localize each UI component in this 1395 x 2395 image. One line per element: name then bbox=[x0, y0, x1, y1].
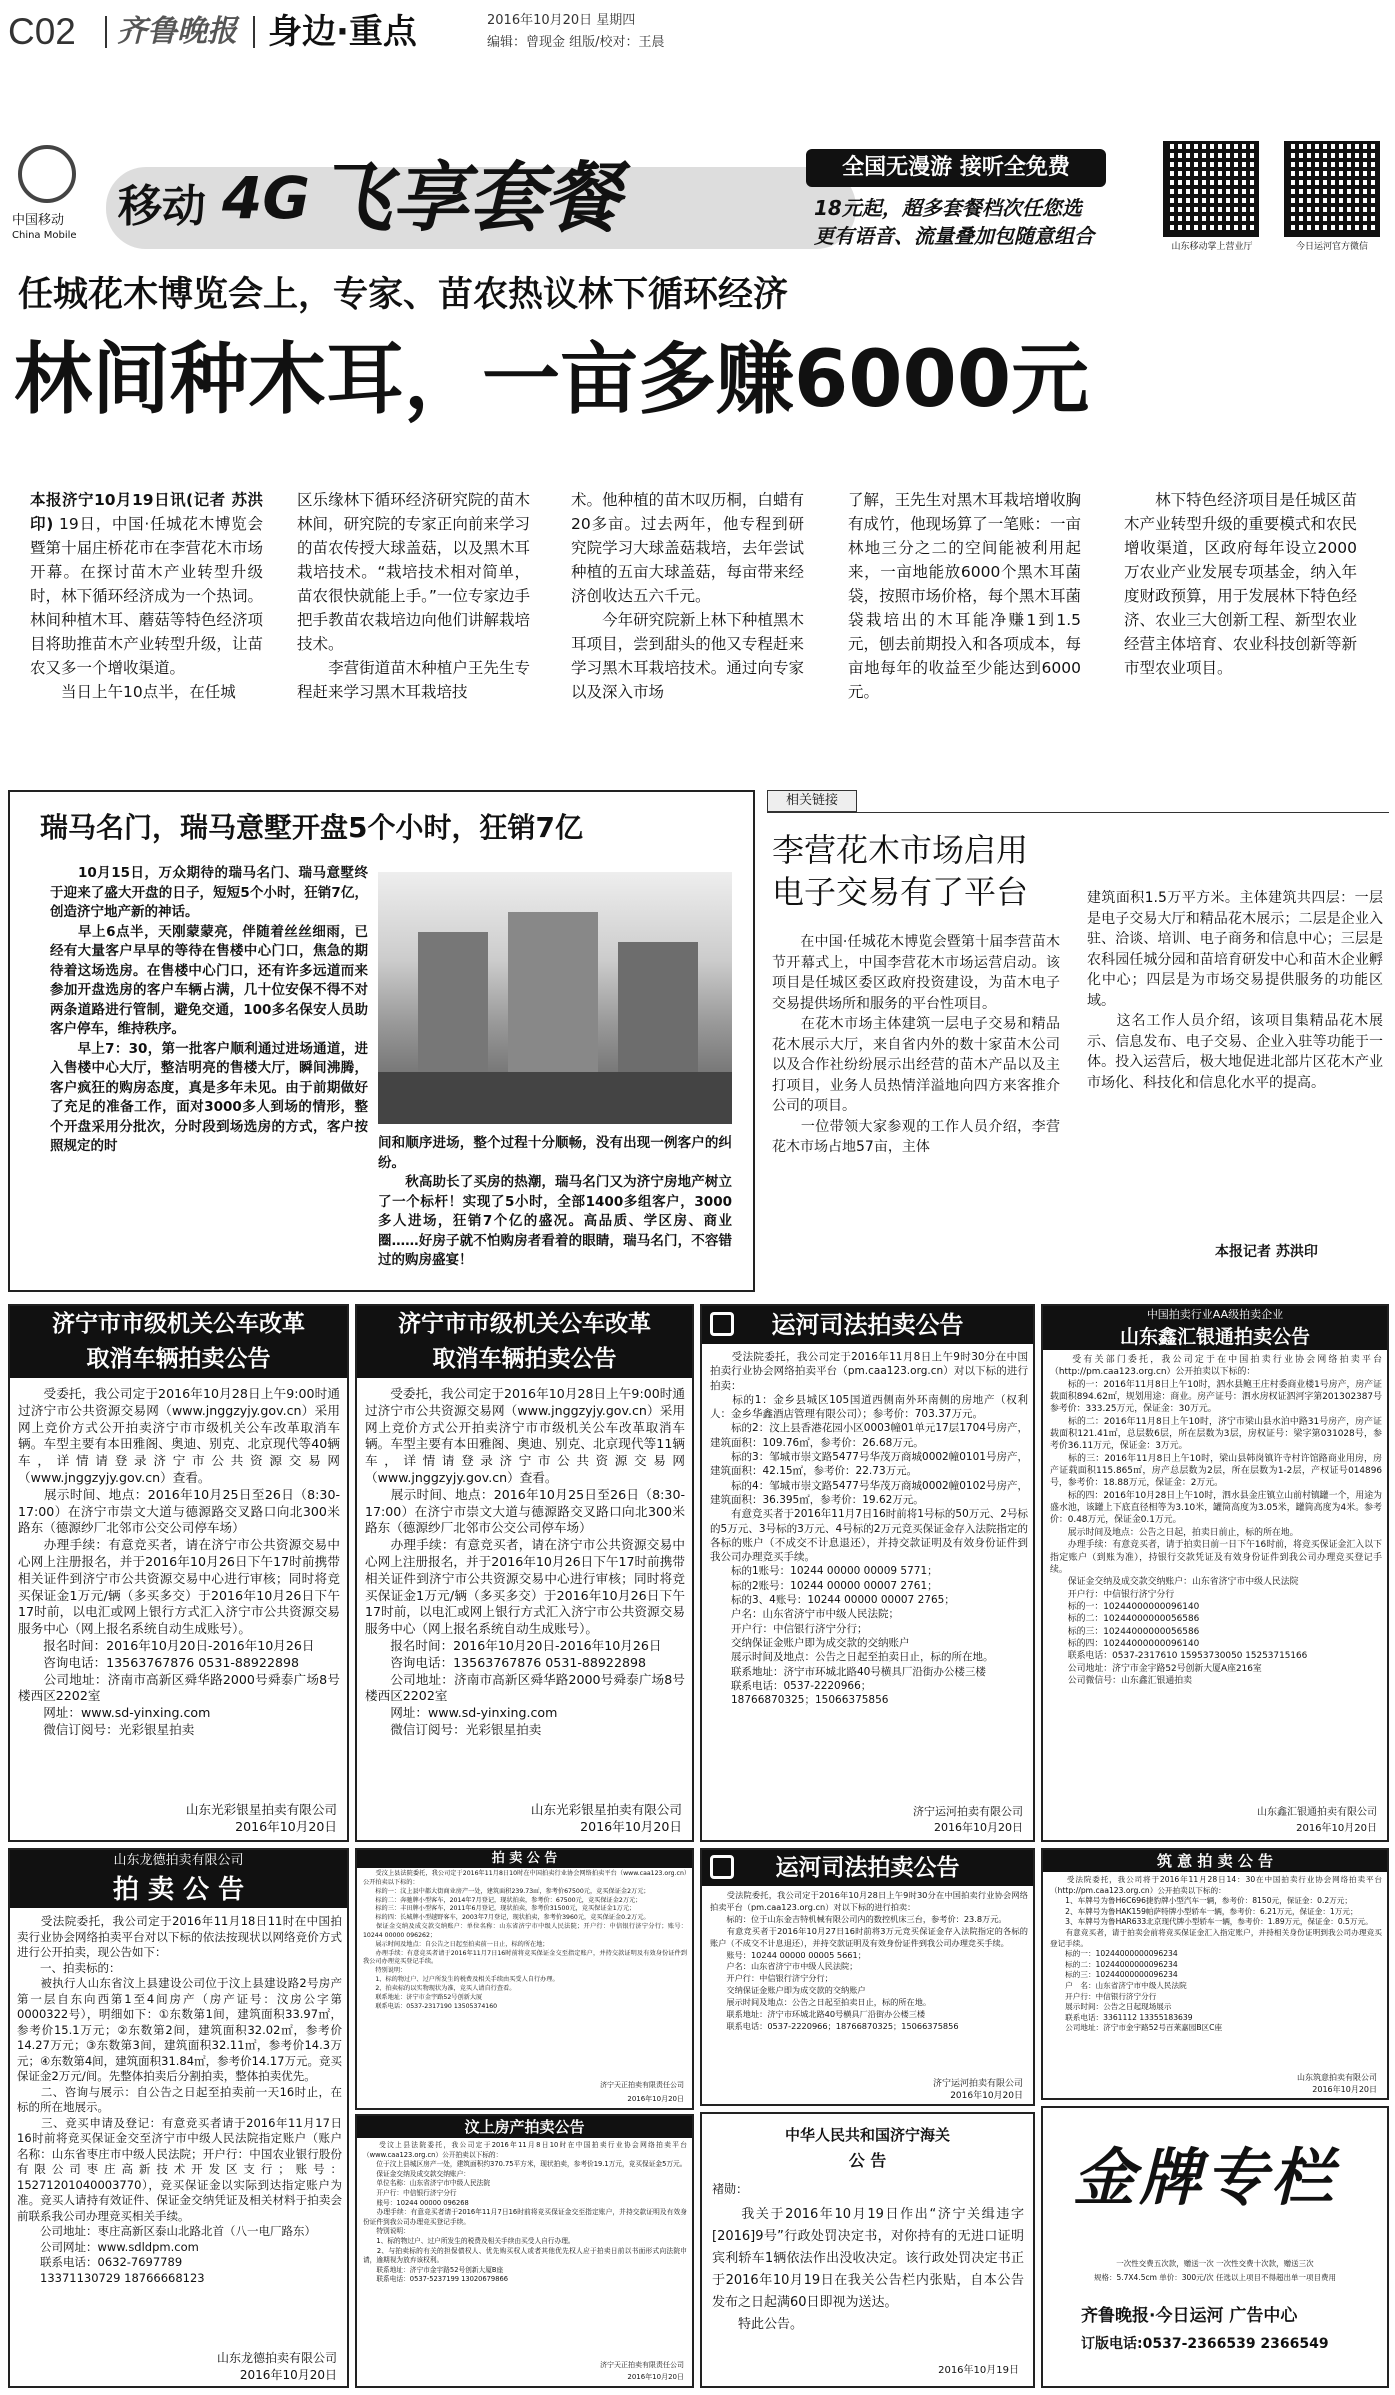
notice-date: 2016年10月20日 bbox=[627, 2373, 684, 2381]
notice-body: 受法院委托，我公司将于2016年11月28日14：30在中国拍卖行业协会网络拍卖平台（http://pm.caa123.org.cn）公开拍卖以下标的： 1、车牌号为鲁H6C696捷豹牌小型汽车一辆，参考价：8150元，保证金：0.2万元； 2、车牌号为鲁HAK159帕萨特牌小型轿车一辆，参考价：6.21万元，保证金：1万元； 3、车牌号为鲁HAR633北京现代牌小型轿车一辆，参考价：1.89万元，保证金：0.5万元。 有意竞买者，请于拍卖会前将竞买保证金汇入指定账户，并持相关身份证明到我公司办理竞买登记手续。 标的一：10244000000096234 标的二：10244000000096234 标的三：10244000000096234 户 名：山东省济宁市中级人民法院 开户行：中信银行济宁分行 展示时间：公告之日起现场展示 联系电话：3361112 13355183639 公司地址：济宁市金宇路52号百莱嘉园B区C座 bbox=[1050, 1875, 1382, 2033]
car-auction-notice-2 bbox=[355, 1304, 694, 1842]
xinhui-auction-notice bbox=[1041, 1304, 1389, 1842]
notice-date: 2016年10月20日 bbox=[934, 1821, 1023, 1834]
tianzheng-auction-notice bbox=[355, 1848, 694, 2110]
auction-hammer-icon bbox=[710, 1312, 734, 1336]
qr-caption-2: 今日运河官方微信 bbox=[1295, 242, 1368, 252]
related-column-2: 建筑面积1.5万平方米。主体建筑共四层：一层是电子交易大厅和精品花木展示；二层是企业入驻、洽谈、培训、电子商务和信息中心；三层是农科园任城分园和苗培育研发中心和苗木企业孵化中心；四层是为市场交易提供服务的功能区域。 这名工作人员介绍，该项目集精品花木展示、信息发布、电子交易、企业入驻等功能于一体。投入运营后，极大地促进北部片区花木产业市场化、科技化和信息化水平的提高。 bbox=[1087, 890, 1383, 1091]
newspaper-logo: 齐鲁晚报 bbox=[117, 14, 237, 49]
notice-title: 拍 卖 公 告 bbox=[10, 1872, 347, 1908]
notice-subtitle: 中国拍卖行业AA级拍卖企业 bbox=[1043, 1306, 1387, 1324]
notice-date: 2016年10月20日 bbox=[1296, 1823, 1377, 1834]
related-tag: 相关链接 bbox=[767, 790, 857, 812]
notice-title: 汶上房产拍卖公告 bbox=[357, 2116, 692, 2138]
related-headline-1: 李营花木市场启用 bbox=[772, 831, 1029, 869]
notice-body: 受法院委托，我公司定于2016年11月8日上午9时30分在中国拍卖行业协会网络拍卖平台（pm.caa123.org.cn）对以下标的进行拍卖： 标的1：金乡县城区105国道西侧南外环南侧的房地产（权利人：金乡华鑫酒店管理有限公司）；参考价：703.37万元。 标的2：汶上县香港花园小区0003幢01单元17层1704号房产，建筑面积：109.76㎡，参考价：26.68万元。 标的3：邹城市崇文路5477号华茂万商城0002幢0101号房产，建筑面积：42.15㎡，参考价：22.73万元。 标的4：邹城市崇文路5477号华茂万商城0002幢0102号房产，建筑面积：36.395㎡，参考价：19.62万元。 有意竞买者于2016年11月7日16时前将1号标的50万元、2号标的5万元、3号标的3万元、4号标的2万元竞买保证金存入法院指定的各标的账户（不成交不计息退还），并持交款证明及有效身份证件到我公司办理竞买手续。 标的1账号：10244 00000 00009 5771； 标的2账号：10244 00000 00007 2761； 标的3、4账号：10244 00000 00007 2765； 户名：山东省济宁市中级人民法院； 开户行：中信银行济宁分行； 交纳保证金账户即为成交款的交纳账户 展示时间及地点：公告之日起至拍卖日止，标的所在地。 联系地址：济宁市环城北路40号横具厂沿街办公楼三楼 联系电话：0537-2220966； 18766870325；15066375856 bbox=[710, 1351, 1028, 1707]
notice-signer: 济宁运河拍卖有限公司 bbox=[932, 2079, 1023, 2089]
auction-hammer-icon bbox=[710, 1855, 734, 1879]
ruima-building-photo bbox=[378, 872, 732, 1124]
brand-name-cn: 中国移动 bbox=[12, 213, 65, 228]
notice-signer: 济宁运河拍卖有限公司 bbox=[913, 1805, 1023, 1818]
notice-body: 受法院委托，我公司定于2016年11月18日11时在中国拍卖行业协会网络拍卖平台对以下标的依法按现状以网络竞价方式进行公开拍卖，现公告如下： 一、拍卖标的： 被执行人山东省汶上县建设公司位于汶上县建设路2号房产第一层自东向西第1至4间房产（房产证号：汶房公字第0000322号），明细如下：①东数第1间，建筑面积33.97㎡，参考价15.1万元；②东数第2间，建筑面积32.02㎡，参考价14.27万元；③东数第3间，建筑面积32.11㎡，参考价14.3万元；④东数第4间，建筑面积31.84㎡，参考价14.17万元。竞买保证金2万元/间。先整体拍卖后分割拍卖，整体拍卖优先。 二、咨询与展示：自公告之日起至拍卖前一天16时止，在标的所在地展示。 三、竞买申请及登记：有意竞买者请于2016年11月17日16时前将竞买保证金交至济宁市中级人民法院指定账户（账户名称：山东省枣庄市中级人民法院；开户行：中国农业银行股份有限公司枣庄高新技术开发区支行；账号：15271201040003770），竞买保证金以实际到达指定账户为准。竞买人请持有效证件、保证金交纳凭证及相关材料于拍卖会前联系我公司办理竞买相关手续。 公司地址：枣庄高新区泰山北路北首（八一电厂路东） 公司网址：www.sdldpm.com 联系电话：0632-7697789 13371130729 18766668123 bbox=[17, 1914, 342, 2285]
notice-signer: 山东光彩银星拍卖有限公司 bbox=[530, 1802, 682, 1817]
jining-customs-notice bbox=[700, 2112, 1035, 2388]
car-auction-notice-1 bbox=[8, 1304, 349, 1842]
masthead bbox=[6, 6, 1389, 68]
related-link-box bbox=[767, 790, 1389, 1292]
notice-title-2: 取消车辆拍卖公告 bbox=[357, 1342, 692, 1378]
notice-title: 运河司法拍卖公告 bbox=[702, 1306, 1033, 1344]
notice-date: 2016年10月19日 bbox=[938, 2365, 1019, 2376]
ruima-advertorial bbox=[8, 790, 755, 1292]
related-column-1: 在中国·任城花木博览会暨第十届李营苗木节开幕式上，中国李营花木市场运营启动。该项目是任城区委区政府投资建设，为苗木电子交易提供场所和服务的平台性项目。 在花木市场主体建筑一层电子交易和精品花木展示大厅，来自省内外的数十家苗木公司以及合作社纷纷展示出经营的苗木产品以及主打项目，业务人员热情洋溢地向四方来客推介公司的项目。 一位带领大家参观的工作人员介绍，李营花木市场占地57亩，主体 bbox=[772, 934, 1060, 1155]
notice-title: 筑 意 拍 卖 公 告 bbox=[1043, 1850, 1387, 1872]
wenshang-property-auction bbox=[355, 2114, 694, 2388]
notice-body: 受法院委托，我公司定于2016年10月28日上午9时30分在中国拍卖行业协会网络拍卖平台（pm.caa123.org.cn）对以下标的进行拍卖： 标的：位于山东金吉特机械有限公司内的数控机床三台，参考价：23.8万元。 有意竞买者于2016年10月27日16时前将3万元竞买保证金存入法院指定的各标的账户（不成交不计息退还），并持交款证明及有效身份证件到我公司办理竞买手续。 账号：10244 00000 00005 5661； 户名：山东省济宁市中级人民法院； 开户行：中信银行济宁分行； 交纳保证金账户即为成交款的交纳账户 展示时间及地点：公告之日起至拍卖日止，标的所在地。 联系地址：济宁市环城北路40号横具厂沿街办公楼三楼 联系电话：0537-2220966；18766870325；15066375856 bbox=[710, 1890, 1028, 2031]
notice-date: 2016年10月20日 bbox=[627, 2095, 684, 2103]
gold-column-ad bbox=[1041, 2106, 1389, 2388]
gold-column-title: 金牌专栏 bbox=[1073, 2141, 1338, 2214]
ad-slogan-left: 移动 bbox=[118, 181, 206, 232]
notice-date: 2016年10月20日 bbox=[239, 2368, 337, 2382]
related-headline-2: 电子交易有了平台 bbox=[772, 873, 1029, 911]
gold-column-size: 规格：5.7X4.5cm 单价：300元/次 任选以上项目不得超出单一项目费用 bbox=[1093, 2273, 1337, 2282]
notice-date: 2016年10月20日 bbox=[580, 1819, 682, 1834]
ad-line-2: 18元起，超多套餐档次任您选 bbox=[814, 196, 1082, 220]
notice-title: 运河司法拍卖公告 bbox=[702, 1850, 1033, 1886]
ruima-lead-text: 10月15日，万众期待的瑞马名门、瑞马意墅终于迎来了盛大开盘的日子，短短5个小时，狂销7亿，创造济宁地产新的神话。 早上6点半，天刚蒙蒙亮，伴随着丝丝细雨，已经有大量客户早早的等待在售楼中心门口，焦急的期待着这场选房。在售楼中心门口，还有许多远道而来参加开盘选房的客户车辆占满，几十位安保不得不对两条道路进行管制，避免交通，100多名保安人员助客户停车，维持秩序。 早上7：30，第一批客户顺利通过进场通道，进入售楼中心大厅，整洁明亮的售楼大厅，瞬间沸腾，客户疯狂的购房态度，真是多年未见。由于前期做好了充足的准备工作，面对3000多人到场的情形，整个开盘采用分批次，分时段到场选房的方式，客户按照规定的时 bbox=[50, 865, 368, 1154]
notice-title: 拍 卖 公 告 bbox=[357, 1850, 692, 1868]
section-title: 身边·重点 bbox=[268, 12, 417, 52]
yunhe-judicial-auction-1 bbox=[700, 1304, 1035, 1842]
notice-title-2: 取消车辆拍卖公告 bbox=[10, 1342, 347, 1378]
ad-center-phone: 订版电话:0537-2366539 2366549 bbox=[1081, 2336, 1329, 2352]
page-number: C02 bbox=[8, 11, 76, 52]
notice-signer: 济宁天正拍卖有限责任公司 bbox=[600, 2081, 684, 2089]
notice-addressee: 褚勋： bbox=[712, 2182, 749, 2196]
notice-body: 受委托，我公司定于2016年10月28日上午9:00时通过济宁市公共资源交易网（www.jnggzyjy.gov.cn）采用网上竞价方式公开拍卖济宁市市级机关公车改革取消车辆。车型主要有本田雅阁、奥迪、别克、北京现代等40辆车，详情请登录济宁市公共资源交易网（www.jnggzyjy.gov.cn）查看。 展示时间、地点：2016年10月25日至26日（8:30-17:00）在济宁市崇文大道与德源路交叉路口向北300米路东（德源纱厂北邻市公交公司停车场） 办理手续：有意竞买者，请在济宁市公共资源交易中心网上注册报名，并于2016年10月26日下午17时前携带相关证件到济宁市公共资源交易中心进行审核；同时将竞买保证金1万元/辆（多买多交）于2016年10月26日下午17时前，以电汇或网上银行方式汇入济宁市公共资源交易服务中心（网上报名系统自动生成账号）。 报名时间：2016年10月20日-2016年10月26日 咨询电话：13563767876 0531-88922898 公司地址：济南市高新区舜华路2000号舜泰广场8号楼西区2202室 网址：www.sd-yinxing.com 微信订阅号：光彩银星拍卖 bbox=[18, 1386, 340, 1737]
related-byline: 本报记者 苏洪印 bbox=[1215, 1244, 1318, 1260]
article-headline: 林间种木耳，一亩多赚6000元 bbox=[14, 335, 1090, 425]
ad-slogan-4g: 4G bbox=[222, 164, 310, 232]
longde-auction-notice bbox=[8, 1848, 349, 2388]
ad-line-1: 全国无漫游 接听全免费 bbox=[806, 149, 1106, 187]
notice-signer: 济宁天正拍卖有限责任公司 bbox=[600, 2361, 684, 2369]
notice-signer: 山东龙德拍卖有限公司 bbox=[216, 2351, 337, 2365]
notice-title-2: 公 告 bbox=[848, 2151, 887, 2170]
notice-body: 受汶上县法院委托，我公司定于2016年11月8日10时在中国拍卖行业协会网络拍卖平台（www.caa123.org.cn）公开拍卖以下标的： 位于汶上县城区房产一处，建筑面积约370.75平方米，现状拍卖，参考价19.1万元，竞买保证金5万元。 保证金交纳及成交款交纳账户： 单位名称：山东省济宁市中级人民法院 开户行：中信银行济宁分行 账号：10244 00000 096268 办理手续：有意竞买者请于2016年11月7日16时前将竞买保证金交至指定账户，并持交款证明及有效身份证件到我公司办理竞买登记手续。 特别说明： 1、标的物过户、过户所发生的税费及相关手续由买受人自行办理。 2、与拍卖标的有关的担保债权人、优先购买权人或者其他优先权人应于拍卖日前以书面形式向法院申请，逾期视为放弃该权利。 联系地址：济宁市金宇路52号创新大厦B座 联系电话：0537-5237199 13020679866 bbox=[363, 2141, 687, 2284]
notice-signer: 山东光彩银星拍卖有限公司 bbox=[185, 1802, 337, 1817]
article-column-5: 林下特色经济项目是任城区苗木产业转型升级的重要模式和农民增收渠道，区政府每年设立2000万农业产业发展专项基金，纳入年度财政预算，用于发展林下特色经济、农业三大创新工程、新型农业经营主体培育、农业科技创新等新市型农业项目。 bbox=[1124, 491, 1357, 677]
notice-body: 受委托，我公司定于2016年10月28日上午9:00时通过济宁市公共资源交易网（www.jnggzyjy.gov.cn）采用网上竞价方式公开拍卖济宁市市级机关公车改革取消车辆。车型主要有本田雅阁、奥迪、别克、北京现代等11辆车，详情请登录济宁市公共资源交易网（www.jnggzyjy.gov.cn）查看。 展示时间、地点：2016年10月25日至26日（8:30-17:00）在济宁市崇文大道与德源路交叉路口向北300米路东（德源纱厂北邻市公交公司停车场） 办理手续：有意竞买者，请在济宁市公共资源交易中心网上注册报名，并于2016年10月26日下午17时前携带相关证件到济宁市公共资源交易中心进行审核；同时将竞买保证金1万元/辆（多买多交）于2016年10月26日下午17时前，以电汇或网上银行方式汇入济宁市公共资源交易服务中心（网上报名系统自动生成账号）。 报名时间：2016年10月20日-2016年10月26日 咨询电话：13563767876 0531-88922898 公司地址：济南市高新区舜华路2000号舜泰广场8号楼西区2202室 网址：www.sd-yinxing.com 微信订阅号：光彩银星拍卖 bbox=[365, 1386, 685, 1737]
china-mobile-ad bbox=[6, 137, 1389, 259]
article-column-1: 本报济宁10月19日讯(记者 苏洪印) 19日，中国·任城花木博览会暨第十届庄桥花市在李营花木市场开幕。在探讨苗木产业转型升级时，林下循环经济成为一个热词。林间种植木耳、蘑菇等特色经济项目将助推苗木产业转型升级，让苗农又多一个增收渠道。 当日上午10点半，在任城 bbox=[30, 491, 263, 701]
qr-code-icon bbox=[1284, 141, 1380, 237]
notice-title: 山东鑫汇银通拍卖公告 bbox=[1043, 1324, 1387, 1350]
notice-title-1: 济宁市市级机关公车改革 bbox=[357, 1306, 692, 1342]
ad-line-3: 更有语音、流量叠加包随意组合 bbox=[814, 224, 1094, 248]
article-column-2: 区乐缘林下循环经济研究院的苗木林间，研究院的专家正向前来学习的苗农传授大球盖菇，以及黑木耳栽培技术。“栽培技术相对简单，苗农很快就能上手。”一位专家边手把手教苗农栽培边向他们讲解栽培技术。 李营街道苗木种植户王先生专程赶来学习黑木耳栽培技 bbox=[297, 491, 530, 701]
article-byline: 本报济宁10月19日讯(记者 苏洪印) bbox=[30, 491, 263, 533]
notice-title-1: 济宁市市级机关公车改革 bbox=[10, 1306, 347, 1342]
notice-title-1: 中华人民共和国济宁海关 bbox=[784, 2126, 950, 2144]
notice-date: 2016年10月20日 bbox=[950, 2091, 1023, 2101]
brand-name-en: China Mobile bbox=[12, 230, 77, 241]
notice-signer: 山东筑意拍卖有限公司 bbox=[1297, 2073, 1377, 2082]
notice-signer: 山东鑫汇银通拍卖有限公司 bbox=[1257, 1807, 1377, 1818]
notice-body: 受汶上县法院委托，我公司定于2016年11月8日10时在中国拍卖行业协会网络拍卖平台（www.caa123.org.cn）公开拍卖以下标的： 标的一：汶上县中都大街商业房产一处，建筑面积239.73㎡，参考价67500元，竞买保证金2万元； 标的二：奔驰牌小型客车，2014年7月登记，现状拍卖，参考价：67500元，竞买保证金2万元； 标的三：丰田牌小型客车，2011年6月登记，现状拍卖，参考价31500元，竞买保证金1万元； 标的四：长城牌小型越野客车，2003年7月登记，现状拍卖，参考价3960元，竞买保证金0.2万元。 保证金交纳及成交款交纳账户：单位名称：山东省济宁市中级人民法院；开户行：中信银行济宁分行；账号：10244 00000 096262； 展示时间及地点：自公告之日起至拍卖前一日止，标的所在地； 办理手续：有意竞买者请于2016年11月7日16时前将竞买保证金交至指定账户，并持交款证明及有效身份证件到我公司办理竞买登记手续。 特别说明： 1、标的物过户、过户所发生的税费及相关手续由买受人自行办理。 2、拍卖标的以实物现状为准，竞买人请自行查看。 联系地址：济宁市金宇路52号创新大厦 联系电话：0537-2317190 13505374160 bbox=[363, 1870, 687, 2010]
qr-caption-1: 山东移动掌上营业厅 bbox=[1171, 242, 1253, 252]
qr-code-icon bbox=[1163, 141, 1259, 237]
editor-credits: 编辑：曾现金 组版/校对：王晨 bbox=[487, 35, 665, 50]
ad-slogan-main: 飞享套餐 bbox=[316, 153, 620, 242]
article-kicker: 任城花木博览会上，专家、苗农热议林下循环经济 bbox=[18, 275, 789, 315]
article-column-4: 了解，王先生对黑木耳栽培增收胸有成竹，他现场算了一笔账：一亩林地三分之二的空间能被利用起来，一亩地能放6000个黑木耳菌袋，按照市场价格，每个黑木耳菌袋栽培出的木耳能净赚1到1.5元，刨去前期投入和各项成本，每亩地每年的收益至少能达到6000元。 bbox=[848, 491, 1081, 701]
yunhe-judicial-auction-2 bbox=[700, 1848, 1035, 2106]
china-mobile-logo bbox=[18, 145, 76, 203]
ruima-headline: 瑞马名门，瑞马意墅开盘5个小时，狂销7亿 bbox=[40, 811, 583, 844]
gold-column-note: 一次性交费五次款，赠送一次 一次性交费十次款，赠送三次 bbox=[1116, 2259, 1314, 2268]
ad-center-name: 齐鲁晚报·今日运河 广告中心 bbox=[1081, 2306, 1298, 2326]
notice-date: 2016年10月20日 bbox=[1312, 2085, 1377, 2094]
notice-body: 受有关部门委托，我公司定于在中国拍卖行业协会网络拍卖平台（http://pm.caa123.org.cn）公开拍卖以下标的： 标的一：2016年11月8日上午10时，泗水县鲍王庄村委商业楼1号房产，房产证载面积894.62㎡，规划用途：商业。房产证号：泗水房权证泗河字第201302387号参考价：333.25万元，保证金：30万元。 标的二：2016年11月8日上午10时，济宁市梁山县水泊中路31号房产，房产证载面积121.41㎡，总层数6层，所在层数为3层，房权证号：梁字第031028号，参考价36.11万元，保证金：3万元。 标的三：2016年11月8日上午10时，梁山县韩岗镇许寺村许馆路商业用房，房产证载面积115.865㎡，房产总层数为2层，所在层数为1-2层，产权证号014896号，参考价：18.88万元，保证金：2万元。 标的四：2016年10月28日上午10时，泗水县金庄镇立山前村镇罐一个，用途为盛水池，该罐上下底直径相等为3.10米，罐筒高度为3.05米，罐筒高度为4米。参考价：0.48万元，保证金0.1万元。 展示时间及地点：公告之日起，拍卖日前止，标的所在地。 办理手续：有意竞买者，请于拍卖日前一日下午16时前，将竞买保证金汇入以下指定账户（到账为准），持银行交款凭证及有效身份证件到我公司办理竞买登记手续。 保证金交纳及成交款交纳账户：山东省济宁市中级人民法院 开户行：中信银行济宁分行 标的一：10244000000096140 标的二：10244000000056586 标的三：10244000000056586 标的四：10244000000096140 联系电话：0537-2317610 15953730050 15253715166 公司地址：济宁市金宇路52号创新大厦A座216室 公司微信号：山东鑫汇银通拍卖 bbox=[1050, 1355, 1382, 1686]
article-column-3: 术。他种植的苗木叹历桐，白蜡有20多亩。过去两年，他专程到研究院学习大球盖菇栽培，去年尝试种植的五亩大球盖菇，每亩带来经济创收达五六千元。 今年研究院新上林下种植黑木耳项目，尝到甜头的他又专程赶来学习黑木耳栽培技术。通过向专家以及深入市场 bbox=[571, 491, 804, 701]
notice-subtitle: 山东龙德拍卖有限公司 bbox=[10, 1850, 347, 1872]
notice-date: 2016年10月20日 bbox=[235, 1819, 337, 1834]
notice-body: 我关于2016年10月19日作出“济宁关缉违字[2016]9号”行政处罚决定书，对你持有的无进口证明宾利轿车1辆依法作出没收决定。该行政处罚决定书正于2016年10月19日在我关公告栏内张贴，自本公告发布之日起满60日即视为送达。 特此公告。 bbox=[712, 2207, 1024, 2332]
issue-date: 2016年10月20日 星期四 bbox=[487, 13, 636, 28]
zhuyi-auction-notice bbox=[1041, 1848, 1389, 2100]
ruima-right-text: 间和顺序进场，整个过程十分顺畅，没有出现一例客户的纠纷。 秋高助长了买房的热潮，瑞马名门又为济宁房地产树立了一个标杆！实现了5小时，全部1400多组客户，3000多人进场，狂销7个亿的盛况。高品质、学区房、商业圈……好房子就不怕购房者看着的眼睛，瑞马名门，不容错过的购房盛宴！ bbox=[378, 1135, 732, 1268]
